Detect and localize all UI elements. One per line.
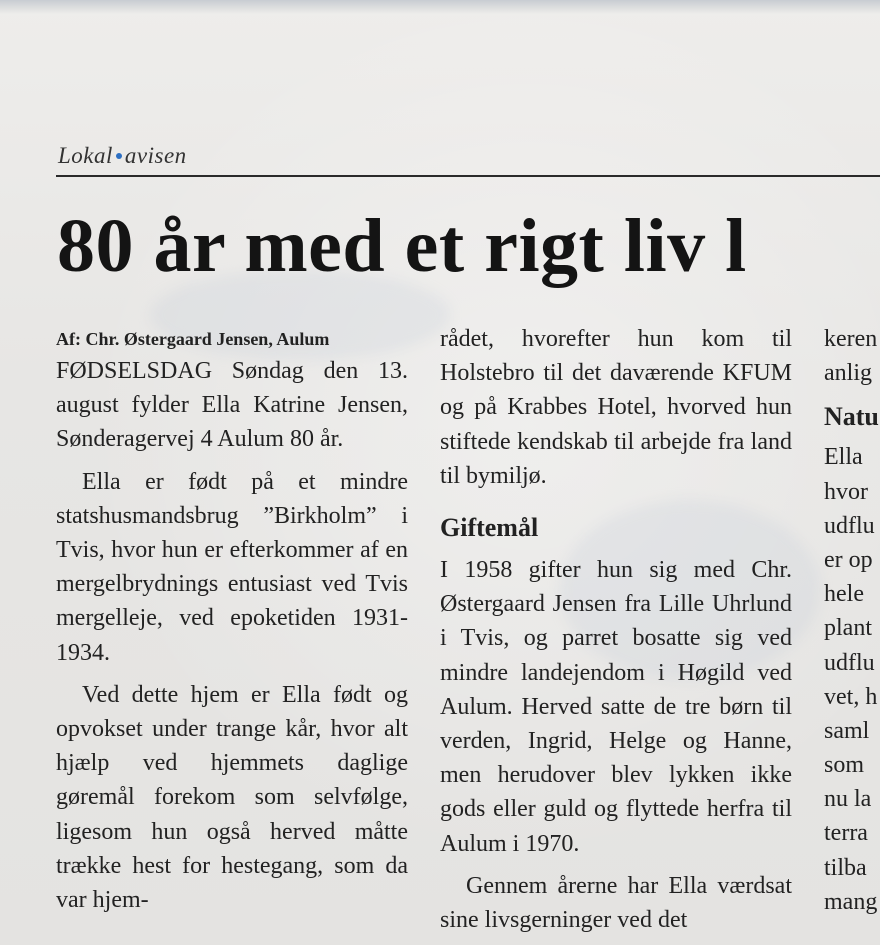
text-fragment: mang bbox=[824, 888, 878, 915]
text-fragment: terra bbox=[824, 820, 868, 847]
text-fragment: som bbox=[824, 752, 865, 779]
article-column-3-cropped bbox=[824, 322, 880, 919]
text-fragment: udflu bbox=[824, 649, 875, 676]
text-fragment: er op bbox=[824, 546, 873, 573]
text-fragment: plant bbox=[824, 615, 872, 642]
paragraph: Gennem årerne har Ella værdsat sine livsgerninger ved det bbox=[440, 872, 792, 934]
brand-part1: Lokal bbox=[58, 143, 113, 168]
brand-dot-icon bbox=[116, 153, 122, 159]
text-fragment: vet, h bbox=[824, 683, 878, 710]
paragraph: FØDSELSDAG Søndag den 13. august fylder Ella Katrine Jensen, Sønderagervej 4 Aulum 80 år. bbox=[56, 358, 408, 453]
article-column-2 bbox=[440, 322, 792, 945]
masthead-rule bbox=[56, 175, 880, 177]
text-fragment: Ella bbox=[824, 444, 863, 471]
paragraph: I 1958 gifter hun sig med Chr. Østergaard Jensen fra Lille Uhrlund i Tvis, og parret bosatte sig ved mindre landejendom i Høgild ved Aulum. Herved satte de tre børn til verden, Ingrid, Helge og Hanne, men herudover blev lykken ikke gods eller guld og flyttede herfra til Aulum i 1970. bbox=[440, 557, 792, 857]
text-fragment: udflu bbox=[824, 512, 875, 539]
text-fragment: saml bbox=[824, 717, 870, 744]
text-fragment: nu la bbox=[824, 786, 872, 813]
article-headline: 80 år med et rigt liv l bbox=[57, 204, 747, 288]
paragraph: Ella er født på et mindre statshusmandsbrug ”Birkholm” i Tvis, hvor hun er efterkommer af en mergelbrydnings entusiast ved Tvis mergelleje, ved epoketiden 1931-1934. bbox=[56, 468, 408, 666]
paper-top-edge bbox=[0, 0, 880, 14]
text-fragment: hele bbox=[824, 581, 864, 608]
paragraph: rådet, hvorefter hun kom til Holstebro til det daværende KFUM og på Krabbes Hotel, hvorved hun stiftede kendskab til arbejde fra land til bymiljø. bbox=[440, 326, 792, 489]
text-fragment: hvor bbox=[824, 478, 868, 505]
text-fragment: keren bbox=[824, 326, 878, 352]
article-column-1 bbox=[56, 322, 408, 925]
article-byline: Af: Chr. Østergaard Jensen, Aulum bbox=[56, 329, 330, 349]
brand-part2: avisen bbox=[124, 143, 187, 168]
subheading: Giftemål bbox=[440, 513, 539, 543]
paragraph: Ved dette hjem er Ella født og opvokset under trange kår, hvor alt hjælp ved hjemmets daglige gøremål forekom som selvfølge, ligesom hun også herved måtte trække hest for hestegang, som da var hjem- bbox=[56, 681, 408, 914]
text-fragment: tilba bbox=[824, 854, 867, 881]
masthead-logo bbox=[58, 143, 187, 169]
text-fragment: anlig bbox=[824, 360, 872, 387]
subheading: Natu bbox=[824, 402, 879, 432]
